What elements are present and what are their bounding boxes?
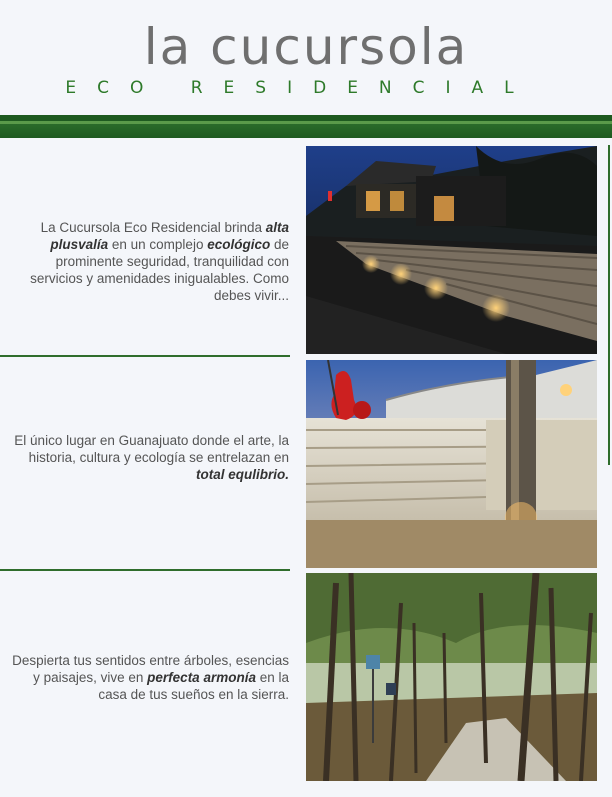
edge-divider: [608, 145, 610, 465]
amphitheater-photo: [306, 360, 597, 568]
header-band-dark: [0, 124, 612, 138]
night-building-photo: [306, 146, 597, 354]
section-1-text: La Cucursola Eco Residencial brinda alta plusvalía en un complejo ecológico de prominente seguridad, tranquilidad con servicios y amenidades inigualables. Como debes vivir...: [30, 220, 289, 303]
forest-path-photo: [306, 573, 597, 781]
section-divider: [0, 355, 290, 357]
brand-title: la cucursola: [143, 18, 469, 76]
section-3-text: Despierta tus sentidos entre árboles, esencias y paisajes, vive en perfecta armonía en la casa de tus sueños en la sierra.: [12, 653, 289, 702]
brand-subtitle: ECO RESIDENCIAL: [65, 78, 535, 98]
section-divider: [0, 569, 290, 571]
section-2-text: El único lugar en Guanajuato donde el arte, la historia, cultura y ecología se entrelazan en total equlibrio.: [14, 433, 289, 482]
